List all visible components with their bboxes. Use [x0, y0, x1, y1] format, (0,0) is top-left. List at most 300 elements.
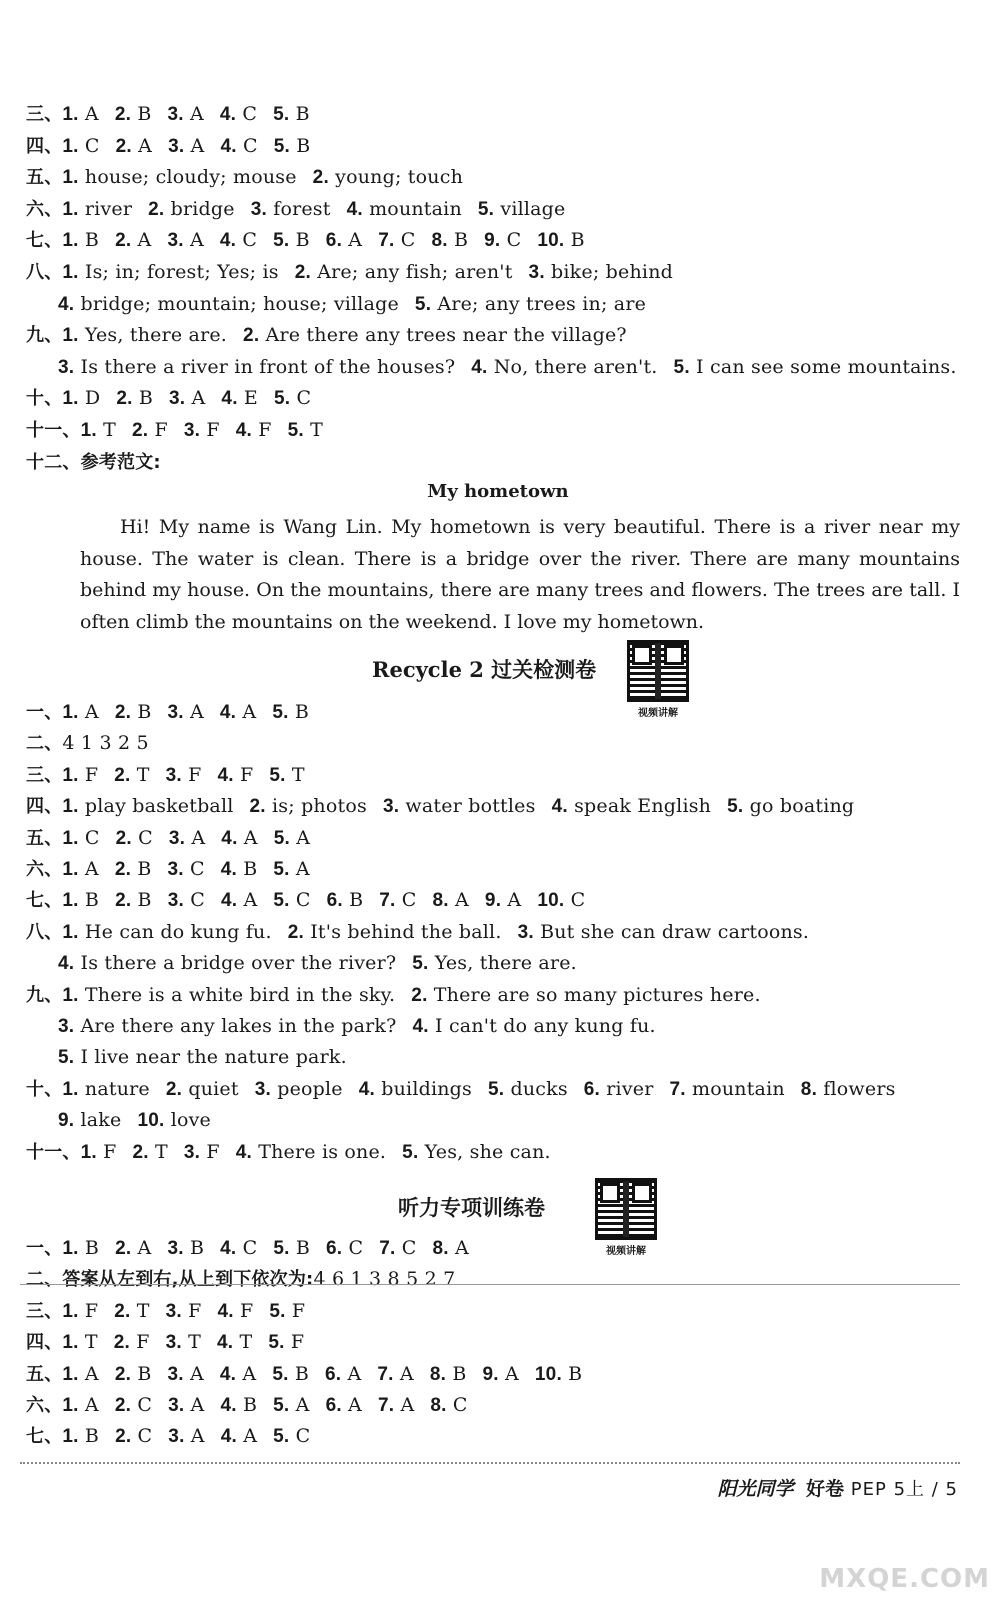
item-number: 2.: [148, 198, 165, 220]
item-number: 4.: [219, 702, 237, 723]
item-answer: I can see some mountains.: [689, 355, 957, 378]
item-number: 7.: [379, 890, 396, 912]
answer-item: [411, 984, 760, 1006]
answer-line: [58, 951, 577, 976]
item-number: 1.: [62, 1078, 79, 1100]
answer-line: [58, 1045, 347, 1070]
item-answer: T: [130, 1299, 150, 1322]
item-answer: C: [289, 889, 311, 912]
answer-item: [250, 795, 367, 817]
answer-item: [221, 387, 258, 409]
answer-line: [26, 888, 585, 913]
answer-item: [115, 103, 152, 125]
item-number: 2.: [132, 1141, 149, 1163]
item-answer: A: [131, 1237, 152, 1259]
item-answer: 4 1 3 2 5: [62, 732, 149, 755]
answer-line: [26, 165, 463, 190]
item-answer: water bottles: [399, 795, 536, 818]
answer-item: [115, 889, 152, 911]
item-number: 4.: [346, 198, 363, 220]
answer-line: [26, 700, 309, 725]
item-number: 8.: [431, 230, 448, 252]
item-answer: I can't do any kung fu.: [428, 1015, 656, 1037]
answer-item: [269, 1300, 305, 1322]
item-answer: nature: [78, 1077, 150, 1100]
answer-line: [26, 228, 585, 253]
question-number: 五、: [26, 827, 63, 849]
item-number: 4.: [220, 890, 238, 912]
item-answer: A: [393, 1362, 414, 1385]
item-number: 7.: [379, 1238, 396, 1259]
item-answer: A: [501, 889, 522, 912]
answer-item: [62, 166, 296, 188]
answer-item: [114, 764, 149, 786]
item-number: 5.: [273, 388, 291, 410]
item-number: 7.: [378, 230, 395, 252]
item-answer: A: [448, 889, 469, 912]
item-answer: Are there any lakes in the park?: [74, 1015, 397, 1037]
item-answer: I live near the nature park.: [74, 1046, 347, 1069]
item-number: 2.: [115, 230, 132, 252]
item-answer: There is a white bird in the sky.: [78, 983, 396, 1006]
answer-line: [26, 920, 809, 945]
item-answer: A: [236, 701, 257, 723]
item-number: 3.: [167, 859, 184, 880]
item-answer: people: [270, 1077, 343, 1100]
answer-item: [115, 858, 152, 880]
item-answer: C: [290, 387, 312, 410]
item-number: 5.: [273, 1426, 290, 1448]
answer-item: [217, 1331, 252, 1353]
answer-line: [26, 1362, 582, 1387]
item-number: 4.: [221, 388, 238, 410]
answer-item: [62, 135, 99, 157]
item-number: 6.: [325, 1395, 342, 1416]
answer-line: [26, 102, 310, 127]
answer-item: [167, 229, 203, 251]
answer-line: [26, 1330, 304, 1355]
answer-item: [115, 701, 152, 723]
answer-item: [116, 387, 153, 409]
item-answer: C: [446, 1394, 468, 1416]
answer-item: [132, 419, 168, 441]
item-number: 1.: [62, 388, 79, 410]
item-number: 4.: [217, 764, 234, 786]
qr-code-listening[interactable]: [592, 1178, 660, 1257]
item-number: 5.: [727, 796, 744, 818]
item-answer: T: [130, 763, 150, 786]
item-number: 6.: [583, 1078, 601, 1100]
item-number: 2.: [249, 796, 266, 818]
answer-item: [220, 1363, 256, 1385]
item-number: 2.: [115, 890, 132, 912]
answer-item: [168, 889, 205, 911]
item-answer: A: [289, 1394, 310, 1416]
answer-item: [115, 1394, 152, 1416]
answer-line: [26, 134, 310, 159]
answer-item: [251, 198, 331, 220]
answer-item: [62, 103, 98, 125]
qr-code-icon: [627, 640, 689, 702]
item-number: 3.: [167, 1238, 184, 1259]
item-number: 3.: [517, 921, 534, 943]
item-answer: A: [184, 1425, 205, 1448]
item-number: 6.: [326, 890, 343, 912]
item-answer: There is one.: [251, 1140, 387, 1163]
answer-item: [274, 387, 311, 409]
answer-item: [220, 701, 256, 723]
item-number: 1.: [62, 859, 79, 880]
item-number: 5.: [273, 827, 290, 849]
answer-item: [137, 1109, 211, 1131]
item-number: 1.: [62, 1363, 79, 1385]
item-answer: C: [131, 1425, 153, 1448]
item-number: 3.: [58, 1016, 75, 1037]
answer-item: [402, 1141, 551, 1163]
answer-item: [168, 1425, 204, 1447]
answer-item: [552, 795, 712, 817]
item-answer: B: [131, 103, 152, 125]
answer-item: [379, 889, 416, 911]
item-number: 7.: [377, 1395, 395, 1416]
answer-item: [268, 1331, 304, 1353]
item-number: 8.: [430, 1395, 447, 1416]
item-number: 3.: [168, 1395, 185, 1416]
item-answer: B: [288, 701, 309, 723]
item-answer: flowers: [817, 1077, 896, 1100]
answer-item: [81, 419, 116, 441]
answer-item: [478, 198, 566, 220]
item-answer: Are; any fish; aren't: [310, 261, 513, 283]
answer-item: [584, 1078, 654, 1100]
item-answer: T: [148, 1140, 168, 1163]
answer-item: [62, 1331, 97, 1353]
item-number: 8.: [800, 1078, 818, 1100]
answer-item: [115, 229, 151, 251]
item-number: 7.: [669, 1078, 686, 1100]
item-number: 9.: [58, 1110, 75, 1132]
item-number: 5.: [402, 1141, 419, 1163]
answer-item: [221, 889, 257, 911]
answer-item: [378, 229, 415, 251]
item-number: 2.: [115, 1238, 132, 1259]
answer-item: [488, 1078, 568, 1100]
item-number: 4.: [235, 1141, 252, 1163]
answer-item: [221, 1425, 257, 1447]
item-answer: B: [289, 1237, 311, 1259]
item-answer: Are; any trees in; are: [431, 292, 647, 315]
item-answer: B: [131, 858, 152, 880]
answer-item: [167, 701, 203, 723]
item-number: 3.: [168, 827, 186, 849]
answer-item: [801, 1078, 896, 1100]
item-number: 3.: [254, 1078, 271, 1100]
answer-item: [269, 764, 304, 786]
answer-item: [413, 1015, 656, 1037]
item-number: 2.: [114, 1300, 131, 1322]
item-number: 3.: [167, 104, 184, 125]
answer-item: [166, 1331, 201, 1353]
answer-item: [166, 1300, 202, 1322]
item-answer: F: [200, 1140, 220, 1163]
item-answer: F: [233, 1299, 254, 1322]
item-number: 2.: [411, 984, 428, 1006]
item-answer: C: [78, 826, 100, 849]
answer-line: [58, 1108, 211, 1133]
answer-item: [167, 103, 203, 125]
item-number: 5.: [673, 356, 690, 378]
answer-item: [295, 261, 513, 283]
item-answer: But she can draw cartoons.: [533, 920, 810, 943]
answer-item: [377, 1363, 413, 1385]
item-answer: C: [395, 1237, 417, 1259]
answer-item: [115, 1237, 151, 1259]
item-number: 4.: [58, 293, 75, 315]
item-number: 5.: [269, 1300, 286, 1322]
item-answer: C: [236, 229, 258, 252]
item-answer: A: [183, 701, 204, 723]
item-answer: B: [78, 1425, 100, 1448]
item-answer: B: [78, 1237, 100, 1259]
answer-item: [433, 889, 469, 911]
answer-item: [379, 1237, 416, 1259]
question-number: 七、: [26, 890, 63, 912]
item-number: 8.: [432, 1238, 449, 1259]
item-answer: F: [285, 1299, 306, 1322]
item-answer: No, there aren't.: [487, 355, 658, 378]
item-answer: T: [78, 1331, 98, 1354]
item-number: 2.: [115, 827, 132, 849]
item-number: 1.: [62, 1395, 79, 1416]
item-answer: A: [78, 103, 99, 125]
item-number: 1.: [62, 1238, 79, 1259]
item-number: 5.: [273, 230, 290, 252]
item-answer: B: [131, 701, 152, 723]
item-answer: A: [78, 1394, 99, 1416]
answer-item: [288, 921, 502, 943]
answer-item: [272, 701, 309, 723]
question-number: 一、: [26, 702, 63, 723]
answer-item: [430, 1363, 467, 1385]
answer-item: [62, 984, 395, 1006]
item-number: 4.: [220, 1426, 237, 1448]
answer-line: [26, 1424, 310, 1449]
question-number: 三、: [26, 104, 63, 125]
question-number: 二、: [26, 733, 63, 755]
answer-item: [273, 1237, 310, 1259]
item-number: 7.: [377, 1363, 394, 1385]
answer-item: [236, 419, 272, 441]
answer-item: [62, 229, 99, 251]
item-number: 5.: [272, 1363, 289, 1385]
item-answer: bridge; mountain; house; village: [74, 292, 399, 315]
answer-item: [288, 419, 323, 441]
answer-line: [26, 826, 310, 851]
answer-item: [167, 1237, 204, 1259]
answer-item: [114, 1300, 149, 1322]
question-number: 九、: [26, 984, 63, 1006]
item-number: 4.: [551, 796, 568, 818]
question-number: 三、: [26, 1300, 63, 1322]
item-answer: A: [131, 134, 153, 157]
answer-item: [537, 889, 585, 911]
answer-item: [220, 229, 257, 251]
item-number: 9.: [484, 230, 501, 252]
answer-item: [62, 1394, 98, 1416]
item-answer: A: [78, 858, 99, 880]
item-answer: B: [289, 103, 310, 125]
answer-item: [58, 952, 396, 974]
answer-item: [347, 198, 462, 220]
answer-item: [326, 229, 362, 251]
answer-item: [518, 921, 810, 943]
item-number: 1.: [62, 325, 79, 347]
answer-item: [484, 229, 521, 251]
item-answer: T: [285, 763, 305, 786]
item-number: 4.: [358, 1078, 375, 1100]
answer-line: [26, 1077, 896, 1102]
item-answer: B: [446, 1362, 467, 1385]
item-answer: A: [448, 1237, 469, 1259]
question-number: 八、: [26, 921, 63, 943]
answer-item: [58, 356, 455, 378]
answer-item: [218, 764, 254, 786]
answer-line: [58, 292, 646, 317]
item-number: 3.: [58, 356, 75, 378]
item-number: 10.: [137, 1110, 165, 1132]
qr-caption: 视频讲解: [606, 1246, 646, 1257]
item-number: 2.: [287, 921, 304, 943]
item-answer: A: [236, 1425, 258, 1448]
question-number: 四、: [26, 135, 63, 157]
answer-item: [273, 889, 310, 911]
answer-item: [62, 324, 227, 346]
item-number: 3.: [169, 388, 186, 410]
answer-item: [169, 827, 205, 849]
answer-item: [62, 732, 148, 754]
item-answer: C: [500, 229, 522, 252]
item-answer: F: [78, 1299, 99, 1322]
item-number: 1.: [62, 702, 79, 723]
item-answer: C: [183, 889, 205, 912]
item-number: 4.: [471, 356, 488, 378]
answer-item: [430, 1394, 467, 1416]
answer-item: [273, 858, 309, 880]
item-answer: A: [183, 1362, 204, 1385]
answer-item: [116, 135, 152, 157]
item-answer: Is; in; forest; Yes; is: [78, 261, 279, 283]
answer-item: [326, 1237, 363, 1259]
item-answer: play basketball: [78, 795, 234, 818]
listening-section-title: [398, 1194, 545, 1222]
item-answer: A: [341, 1362, 362, 1385]
answer-item: [482, 1363, 518, 1385]
item-answer: love: [164, 1109, 212, 1132]
qr-code-recycle[interactable]: [624, 640, 692, 719]
item-answer: B: [236, 1394, 258, 1416]
answer-item: [62, 198, 132, 220]
item-number: 3.: [528, 262, 545, 283]
divider-line: [20, 1284, 960, 1285]
item-answer: Yes, there are.: [78, 324, 228, 347]
item-answer: A: [183, 229, 204, 252]
answer-item: [62, 858, 98, 880]
item-answer: A: [185, 387, 206, 410]
item-answer: C: [236, 1237, 258, 1259]
answer-item: [168, 135, 204, 157]
item-number: 3.: [167, 890, 184, 912]
item-answer: B: [78, 229, 100, 252]
item-answer: C: [183, 858, 205, 880]
question-number: 三、: [26, 764, 63, 786]
brand-logo: 阳光同学: [717, 1478, 794, 1500]
item-answer: C: [342, 1237, 364, 1259]
item-number: 1.: [62, 104, 79, 125]
item-answer: B: [561, 1362, 583, 1385]
item-answer: B: [288, 1362, 309, 1385]
answer-item: [273, 1425, 310, 1447]
item-answer: C: [131, 826, 153, 849]
item-answer: A: [184, 1394, 205, 1416]
item-number: 10.: [534, 1363, 562, 1385]
item-answer: B: [131, 889, 152, 912]
item-answer: A: [237, 889, 258, 912]
recycle-title-en: Recycle 2: [372, 657, 484, 682]
item-answer: D: [78, 387, 101, 410]
page-footer: [718, 1474, 959, 1501]
question-number: 一、: [26, 1238, 63, 1259]
answer-line: [26, 197, 565, 222]
answer-item: [58, 1015, 397, 1037]
item-number: 1.: [62, 764, 79, 786]
item-number: 3.: [167, 702, 184, 723]
answer-line: [26, 260, 673, 285]
item-answer: F: [181, 1299, 202, 1322]
item-number: 4.: [412, 1016, 429, 1037]
answer-item: [62, 889, 99, 911]
item-answer: F: [284, 1331, 305, 1354]
item-number: 1.: [62, 135, 79, 157]
essay-title: My hometown: [427, 481, 569, 502]
answer-item: [62, 1237, 99, 1259]
item-number: 4.: [220, 1238, 237, 1259]
item-answer: bridge: [164, 197, 235, 220]
essay-body: Hi! My name is Wang Lin. My hometown is very beautiful. There is a river near my house. The water is clean. There is a bridge over the river. There are many mountains behind my house. On the mountains, there are many trees and flowers. The trees are tall. I often climb the mountains on the weekend. I love my hometown.: [80, 516, 960, 633]
answer-item: [166, 764, 202, 786]
item-number: 2.: [115, 135, 132, 157]
item-answer: It's behind the ball.: [303, 920, 502, 943]
answer-item: [62, 1363, 98, 1385]
item-answer: house; cloudy; mouse: [78, 166, 297, 189]
item-number: 2.: [114, 1395, 132, 1416]
answer-line: [26, 857, 310, 882]
item-answer: C: [394, 229, 416, 252]
item-answer: A: [289, 858, 310, 880]
item-answer: Yes, she can.: [418, 1140, 551, 1163]
question-number: 十二、参考范文:: [26, 451, 161, 473]
item-answer: lake: [74, 1109, 122, 1132]
question-number: 九、: [26, 325, 63, 347]
item-number: 2.: [165, 1078, 183, 1100]
item-answer: C: [78, 134, 100, 157]
answer-item: [272, 1363, 309, 1385]
item-answer: A: [498, 1362, 519, 1385]
question-number: 七、: [26, 230, 63, 252]
answer-item: [167, 858, 204, 880]
answer-item: [674, 356, 957, 378]
item-number: 1.: [80, 420, 97, 441]
question-number: 六、: [26, 1395, 63, 1416]
